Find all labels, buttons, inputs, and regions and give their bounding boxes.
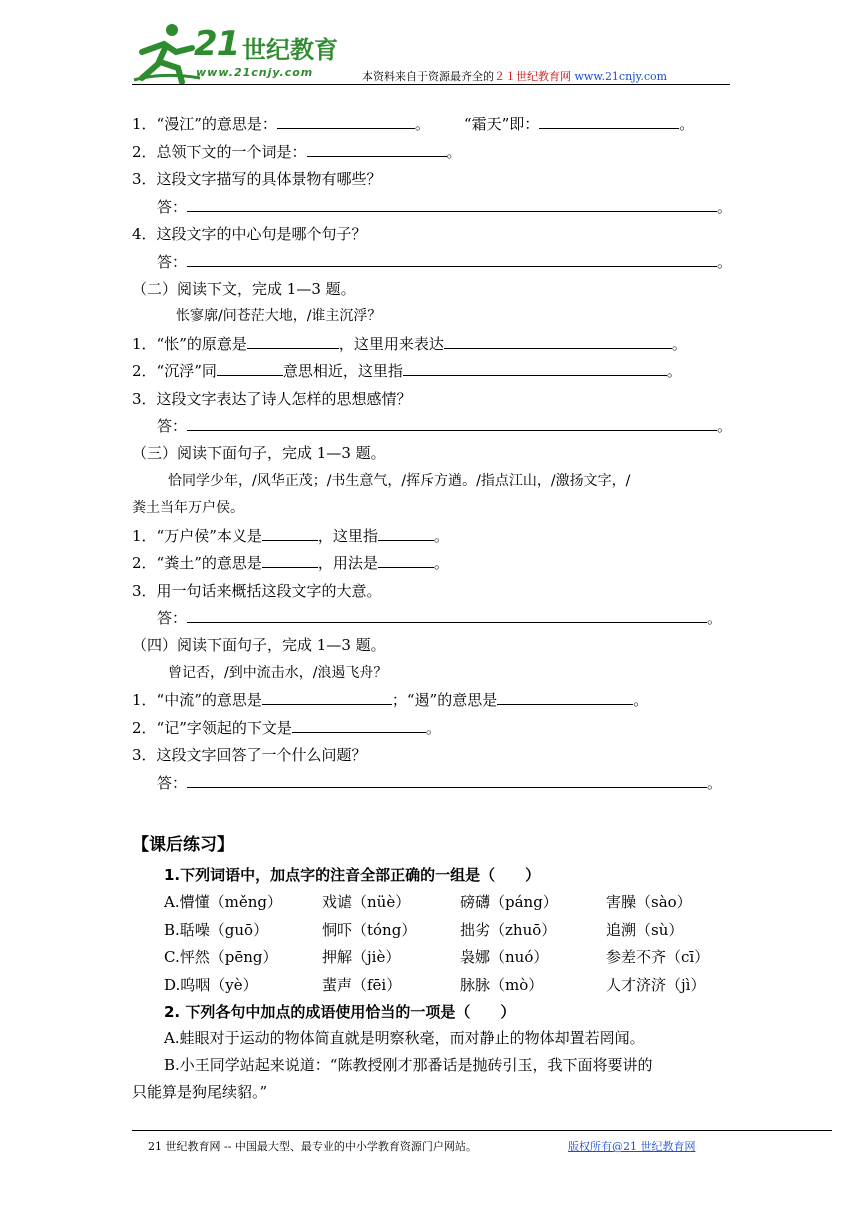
s4-poem: 曾记否，/到中流击水，/浪遏飞舟？	[168, 665, 388, 681]
header-note	[362, 68, 667, 84]
s4-answer-3: 答： 。	[157, 774, 723, 792]
option-b-2: 恫吓（tóng）	[322, 921, 417, 939]
option-b-1: B.聒噪（guō）	[164, 921, 269, 939]
practice-question-1: 1.下列词语中，加点字的注音全部正确的一组是（ ）	[164, 866, 541, 884]
answer-blank	[187, 197, 717, 212]
answer-blank	[262, 690, 392, 705]
s2-answer-3: 答： 。	[157, 417, 733, 435]
option-c-3: 袅娜（nuó）	[460, 948, 549, 966]
s2-question-2: 2．“沉浮”同 意思相近，这里指 。	[132, 362, 682, 380]
s1-question-3: 3．这段文字描写的具体景物有哪些？	[132, 170, 382, 188]
answer-blank	[403, 361, 667, 376]
s1-answer-4: 答： 。	[157, 253, 733, 271]
s4-question-2: 2．“记”字领起的下文是 。	[132, 719, 441, 737]
s1-question-4: 4．这段文字的中心句是哪个句子？	[132, 225, 367, 243]
s2-poem: 怅寥廓/问苍茫大地，/谁主沉浮？	[176, 308, 382, 324]
option-d-1: D.呜咽（yè）	[164, 976, 258, 994]
header-note-url[interactable]: www.21cnjy.com	[574, 70, 668, 83]
answer-blank	[262, 526, 318, 541]
option-d-3: 脉脉（mò）	[460, 976, 544, 994]
practice-q2-option-a: A.蛙眼对于运动的物体简直就是明察秋毫，而对静止的物体却置若罔闻。	[164, 1029, 645, 1047]
logo-text: 世纪教育	[242, 36, 338, 64]
answer-blank	[378, 553, 434, 568]
s3-title: （三）阅读下面句子，完成 1—3 题。	[132, 444, 386, 462]
header-divider	[132, 84, 730, 85]
s3-answer-3: 答： 。	[157, 609, 723, 627]
answer-blank	[187, 773, 707, 788]
header-note-prefix: 本资料来自于资源最齐全的	[362, 70, 494, 83]
s1-answer-3: 答： 。	[157, 198, 733, 216]
header-note-site: ２１世纪教育网	[494, 70, 571, 83]
s4-question-3: 3．这段文字回答了一个什么问题？	[132, 746, 367, 764]
s2-question-1: 1．“怅”的原意是 ，这里用来表达 。	[132, 335, 687, 353]
option-c-2: 押解（jiè）	[322, 948, 401, 966]
option-d-4: 人才济济（jì）	[606, 976, 706, 994]
option-c-4: 参差不齐（cī）	[606, 948, 710, 966]
answer-blank	[247, 334, 339, 349]
footer-copyright-link[interactable]: 版权所有@21 世纪教育网	[568, 1140, 696, 1153]
s1-question-2: 2．总领下文的一个词是： 。	[132, 143, 462, 161]
answer-blank	[307, 142, 447, 157]
s2-question-3: 3．这段文字表达了诗人怎样的思想感情？	[132, 390, 412, 408]
answer-blank	[497, 690, 633, 705]
answer-blank	[378, 526, 434, 541]
option-a-3: 磅礴（páng）	[460, 893, 558, 911]
s3-poem-line-2: 粪土当年万户侯。	[132, 500, 244, 516]
s3-question-2: 2．“粪土”的意思是 ，用法是 。	[132, 554, 449, 572]
runner-logo-icon	[132, 22, 202, 84]
answer-blank	[444, 334, 672, 349]
answer-blank	[187, 416, 717, 431]
answer-blank	[187, 252, 717, 267]
logo-number: 21	[194, 24, 240, 64]
s4-title: （四）阅读下面句子，完成 1—3 题。	[132, 636, 386, 654]
s3-question-3: 3．用一句话来概括这段文字的大意。	[132, 582, 382, 600]
s4-question-1: 1．“中流”的意思是 ；“遏”的意思是 。	[132, 691, 649, 709]
practice-heading: 【课后练习】	[132, 835, 234, 855]
footer-text: 21 世纪教育网 -- 中国最大型、最专业的中小学教育资源门户网站。	[148, 1140, 477, 1153]
answer-blank	[217, 361, 283, 376]
answer-blank	[292, 718, 426, 733]
answer-blank	[262, 553, 318, 568]
answer-blank	[187, 608, 707, 623]
practice-q2-option-b-line-1: B.小王同学站起来说道：“陈教授刚才那番话是抛砖引玉，我下面将要讲的	[164, 1056, 653, 1074]
option-b-3: 拙劣（zhuō）	[460, 921, 557, 939]
answer-blank	[277, 114, 415, 129]
option-c-1: C.怦然（pēng）	[164, 948, 278, 966]
logo-url: www.21cnjy.com	[196, 66, 314, 79]
site-logo	[132, 22, 342, 84]
option-d-2: 蜚声（fēi）	[322, 976, 402, 994]
option-a-4: 害臊（sào）	[606, 893, 692, 911]
practice-q2-option-b-line-2: 只能算是狗尾续貂。”	[132, 1083, 268, 1101]
s2-title: （二）阅读下文，完成 1—3 题。	[132, 280, 356, 298]
s1-question-1: 1．“漫江”的意思是： 。 “霜天”即： 。	[132, 115, 695, 133]
s3-question-1: 1．“万户侯”本义是 ，这里指 。	[132, 527, 449, 545]
option-a-2: 戏谑（nüè）	[322, 893, 411, 911]
s3-poem-line-1: 恰同学少年，/风华正茂；/书生意气，/挥斥方遒。/指点江山，/激扬文字，/	[168, 473, 631, 489]
answer-blank	[539, 114, 679, 129]
option-a-1: A.懵懂（měng）	[164, 893, 282, 911]
footer-divider	[132, 1130, 832, 1131]
practice-question-2: 2. 下列各句中加点的成语使用恰当的一项是（ ）	[164, 1003, 516, 1021]
option-b-4: 追溯（sù）	[606, 921, 684, 939]
